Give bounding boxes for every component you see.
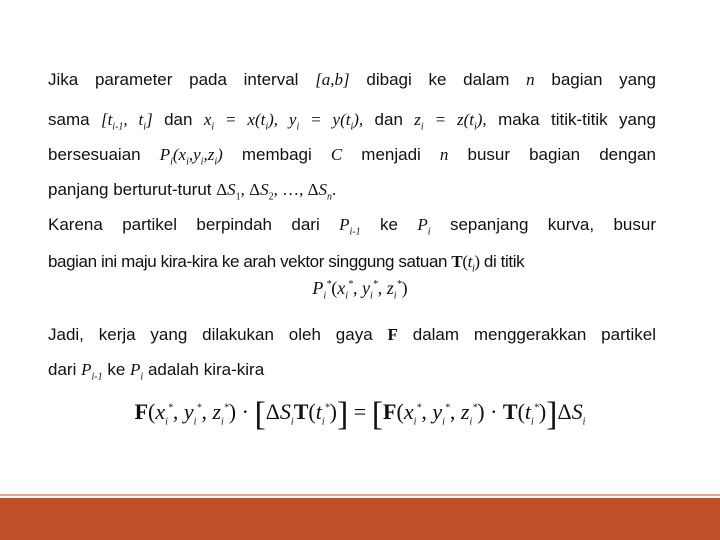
math-tangent: $T(t_i)$ bbox=[451, 252, 480, 275]
work-equation: $F(x_i^*$, $y_i^*$, $z_i^*) \cdot [\Delta S_iT(t_i^*)] = [F(x_i^*$, $y_i^*$, $z_i^*) \cdot T(t_i^*)]\Delta S_i$ bbox=[134, 396, 586, 433]
text: dibagi ke dalam bbox=[366, 70, 510, 89]
interval-symbol: [a,b] bbox=[315, 70, 350, 89]
math-C: C bbox=[330, 145, 343, 164]
text: Jadi, kerja yang dilakukan oleh gaya bbox=[48, 325, 373, 344]
math-pi: $P_i(x_i,y_i,z_i)$ bbox=[159, 145, 223, 168]
text: bagian yang bbox=[551, 70, 656, 89]
math-p-i-1: $P_{i-1}$ bbox=[339, 215, 361, 238]
text: busur bagian dengan bbox=[467, 145, 656, 164]
math-p-i: $P_i$ bbox=[130, 360, 144, 383]
text: dari bbox=[48, 360, 77, 379]
text: ke bbox=[380, 215, 398, 234]
text: dalam menggerakkan partikel bbox=[412, 325, 656, 344]
math-p-i: $P_i$ bbox=[417, 215, 431, 238]
text: sama bbox=[48, 110, 90, 129]
paragraph-line-5 bbox=[48, 215, 656, 237]
math-interval-t: [$t_{i-1}$, $t_i$] bbox=[100, 110, 153, 133]
paragraph-line-4 bbox=[48, 180, 656, 202]
text: bagian ini maju kira-kira ke arah vektor singgung satuan bbox=[48, 252, 448, 271]
math-xi-yi: $x_i = x(t_i)$, $y_i = y(t_i)$, bbox=[203, 110, 364, 133]
text: membagi bbox=[241, 145, 312, 164]
text: adalah kira-kira bbox=[147, 360, 265, 379]
text: menjadi bbox=[361, 145, 421, 164]
text: di titik bbox=[483, 252, 525, 271]
text: dan bbox=[374, 110, 403, 129]
text: bersesuaian bbox=[48, 145, 141, 164]
math-F: F bbox=[387, 325, 398, 344]
point-p-star: $P_i^*(x_i^*$, $y_i^*$, $z_i^*$) bbox=[312, 278, 408, 302]
paragraph-line-7 bbox=[48, 325, 656, 345]
footer-bar bbox=[0, 498, 720, 540]
math-p-i-1: $P_{i-1}$ bbox=[81, 360, 103, 383]
paragraph-line-6 bbox=[48, 252, 656, 274]
text: Jika parameter pada interval bbox=[48, 70, 299, 89]
footer-divider bbox=[0, 494, 720, 496]
text: panjang berturut-turut bbox=[48, 180, 212, 199]
text: sepanjang kurva, busur bbox=[449, 215, 656, 234]
text: dan bbox=[164, 110, 193, 129]
paragraph-line-2 bbox=[48, 110, 656, 132]
text: ke bbox=[107, 360, 126, 379]
text: Karena partikel berpindah dari bbox=[48, 215, 320, 234]
math-delta-s: $\Delta S_1$, $\Delta S_2$, …, $\Delta S_n$. bbox=[216, 180, 337, 203]
math-n: n bbox=[439, 145, 449, 164]
math-zi: $z_i = z(t_i)$, bbox=[414, 110, 487, 133]
paragraph-line-8 bbox=[48, 360, 656, 382]
text: maka titik-titik yang bbox=[498, 110, 656, 129]
paragraph-line-1 bbox=[48, 70, 656, 90]
paragraph-line-3 bbox=[48, 145, 656, 167]
math-n: n bbox=[526, 70, 535, 89]
